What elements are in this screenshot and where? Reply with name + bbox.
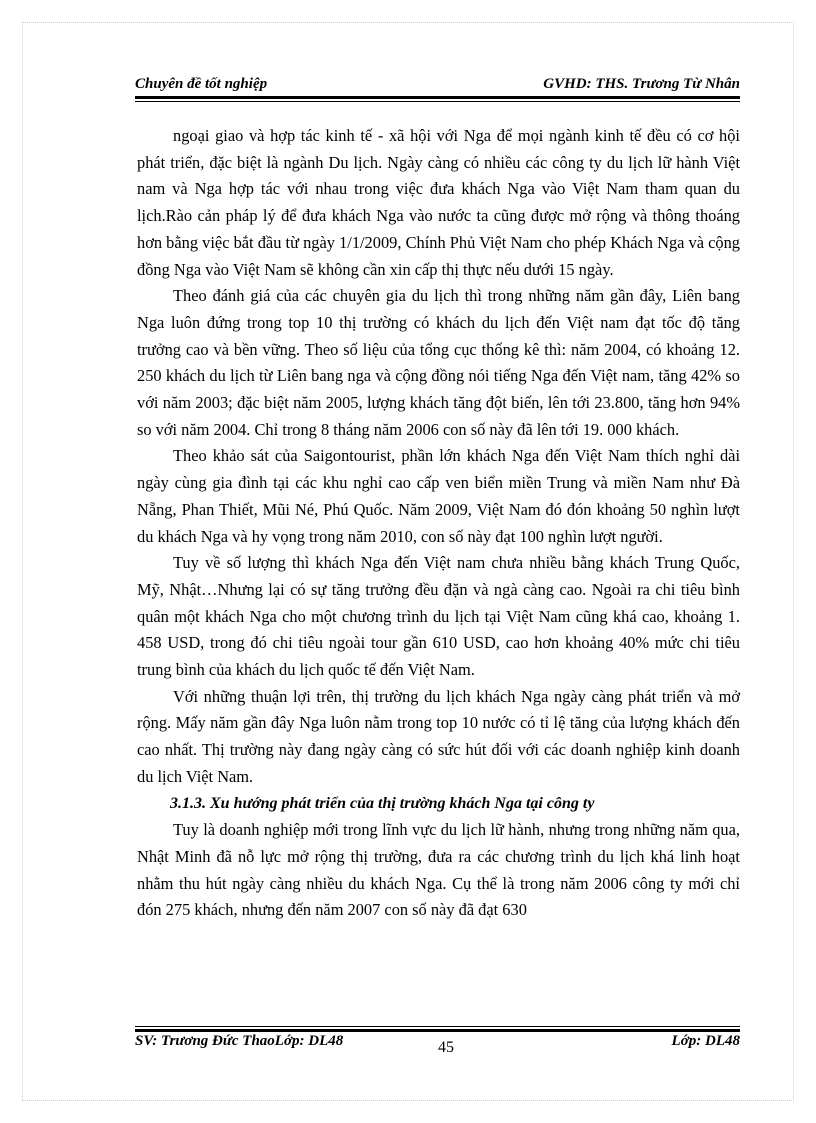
header-rule-thick [135,96,740,99]
paragraph-4: Tuy về số lượng thì khách Nga đến Việt nam chưa nhiều bằng khách Trung Quốc, Mỹ, Nhật…Nhưng lại có sự tăng trưởng đều đặn và ngà càng cao. Ngoài ra chi tiêu bình quân một khách Nga cho một chương trình du lịch tại Việt Nam cũng khá cao, khoảng 1. 458 USD, trong đó chi tiêu ngoài tour gần 610 USD, cao hơn khoảng 40% mức chi tiêu trung bình của khách du lịch quốc tế đến Việt Nam. [137,553,740,680]
footer-student: SV: Trương Đức ThaoLớp: DL48 [135,1033,344,1049]
header-title: Chuyên đề tốt nghiệp [135,76,268,92]
footer-rule-thick [135,1029,740,1032]
section-heading: 3.1.3. Xu hướng phát triển của thị trường khách Nga tại công ty [170,794,595,812]
paragraph-3: Theo khảo sát của Saigontourist, phần lớn khách Nga đến Việt Nam thích nghỉ dài ngày cùng gia đình tại các khu nghỉ cao cấp ven biển miền Trung và miền Nam như Đà Nẵng, Phan Thiết, Mũi Né, Phú Quốc. Năm 2009, Việt Nam đó đón khoảng 50 nghìn lượt du khách Nga và hy vọng trong năm 2010, con số này đạt 100 nghìn lượt người. [137,446,740,546]
header-advisor: GVHD: THS. Trương Từ Nhân [543,76,740,92]
document-body [137,123,740,924]
paragraph-5: Với những thuận lợi trên, thị trường du lịch khách Nga ngày càng phát triển và mở rộng. Mấy năm gần đây Nga luôn nằm trong top 10 nước có tỉ lệ tăng của lượng khách đến cao nhất. Thị trường này đang ngày càng có sức hút đối với các doanh nghiệp kinh doanh du lịch Việt Nam. [137,686,740,786]
page-number: 45 [438,1039,454,1056]
paragraph-2: Theo đánh giá của các chuyên gia du lịch thì trong những năm gần đây, Liên bang Nga luôn đứng trong top 10 thị trường có khách du lịch đến Việt nam đạt tốc độ tăng trưởng cao và bền vững. Theo số liệu của tổng cục thống kê thì: năm 2004, có khoảng 12. 250 khách du lịch từ Liên bang nga và cộng đồng nói tiếng Nga đến Việt nam, tăng 42% so với năm 2003; đặc biệt năm 2005, lượng khách tăng đột biến, lên tới 23.800, tăng hơn 94% so với năm 2004. Chỉ trong 8 tháng năm 2006 con số này đã lên tới 19. 000 khách. [137,286,740,439]
paragraph-1: ngoại giao và hợp tác kinh tế - xã hội với Nga để mọi ngành kinh tế đều có cơ hội phát triển, đặc biệt là ngành Du lịch. Ngày càng có nhiều các công ty du lịch lữ hành Việt nam và Nga hợp tác với nhau trong việc đưa khách Nga vào Việt Nam tham quan du lịch.Rào cản pháp lý để đưa khách Nga vào nước ta cũng được mở rộng và thông thoáng hơn bằng việc bắt đầu từ ngày 1/1/2009, Chính Phủ Việt Nam cho phép Khách Nga và cộng đồng Nga vào Việt Nam sẽ không cần xin cấp thị thực nếu dưới 15 ngày. [137,126,740,279]
page-footer [135,1033,740,1057]
paragraph-6: Tuy là doanh nghiệp mới trong lĩnh vực du lịch lữ hành, nhưng trong những năm qua, Nhật Minh đã nỗ lực mở rộng thị trường, đưa ra các chương trình du lịch khá linh hoạt nhằm thu hút ngày càng nhiều du khách Nga. Cụ thể là trong năm 2006 công ty mới chỉ đón 275 khách, nhưng đến năm 2007 con số này đã đạt 630 [137,820,740,920]
header-rule-thin [135,101,740,102]
footer-class: Lớp: DL48 [671,1033,740,1049]
footer-rule-thin [135,1026,740,1027]
page-header [135,74,740,96]
